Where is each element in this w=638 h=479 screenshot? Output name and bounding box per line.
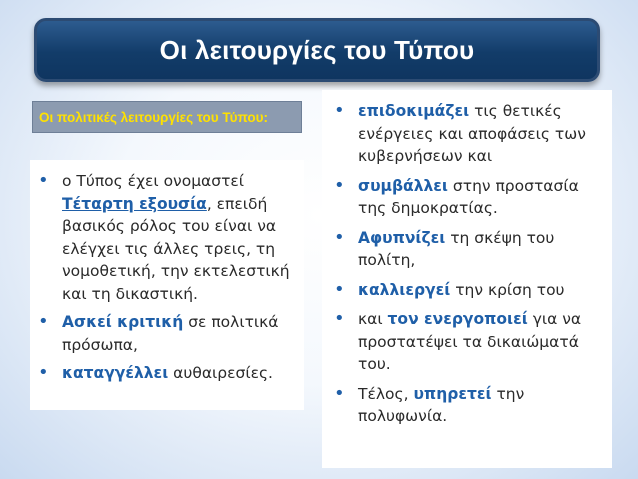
key-term: Ασκεί κριτική (62, 313, 184, 331)
key-term: συμβάλλει (358, 176, 448, 195)
list-item: • Ασκεί κριτική σε πολιτικά πρόσωπα, (38, 311, 298, 356)
list-item: • ο Τύπος έχει ονομαστεί Τέταρτη εξουσία, επειδή βασικός ρόλος του είναι να ελέγχει τις άλλες τρεις, τη νομοθετική, την εκτελεστική και τη δικαστική. (38, 170, 298, 305)
list-item: • συμβάλλει στην προστασία της δημοκρατίας. (334, 175, 608, 220)
key-term: Τέταρτη εξουσία (62, 194, 207, 213)
left-text-box (30, 160, 304, 410)
right-bullet-list (334, 100, 608, 428)
list-item: • καταγγέλλει αυθαιρεσίες. (38, 362, 298, 385)
list-item: • καλλιεργεί την κρίση του (334, 279, 608, 302)
key-term: τον ενεργοποιεί (387, 310, 528, 328)
left-bullet-list (38, 170, 298, 385)
key-term: Αφυπνίζει (358, 228, 446, 247)
key-term: καλλιεργεί (358, 280, 451, 299)
key-term: καταγγέλλει (62, 364, 169, 382)
title-banner (34, 18, 600, 82)
right-text-box (322, 90, 612, 468)
list-item: • και τον ενεργοποιεί για να προστατέψει τα δικαιώματά του. (334, 308, 608, 376)
list-item: • Τέλος, υπηρετεί την πολυφωνία. (334, 383, 608, 428)
key-term: υπηρετεί (413, 384, 492, 403)
subtitle: Οι πολιτικές λειτουργίες του Τύπου: (39, 109, 269, 125)
list-item: • επιδοκιμάζει τις θετικές ενέργειες και αποφάσεις των κυβερνήσεων και (334, 100, 608, 168)
list-item: • Αφυπνίζει τη σκέψη του πολίτη, (334, 227, 608, 272)
key-term: επιδοκιμάζει (358, 102, 470, 120)
subtitle-box (32, 101, 302, 133)
slide-title: Οι λειτουργίες του Τύπου (159, 34, 475, 65)
